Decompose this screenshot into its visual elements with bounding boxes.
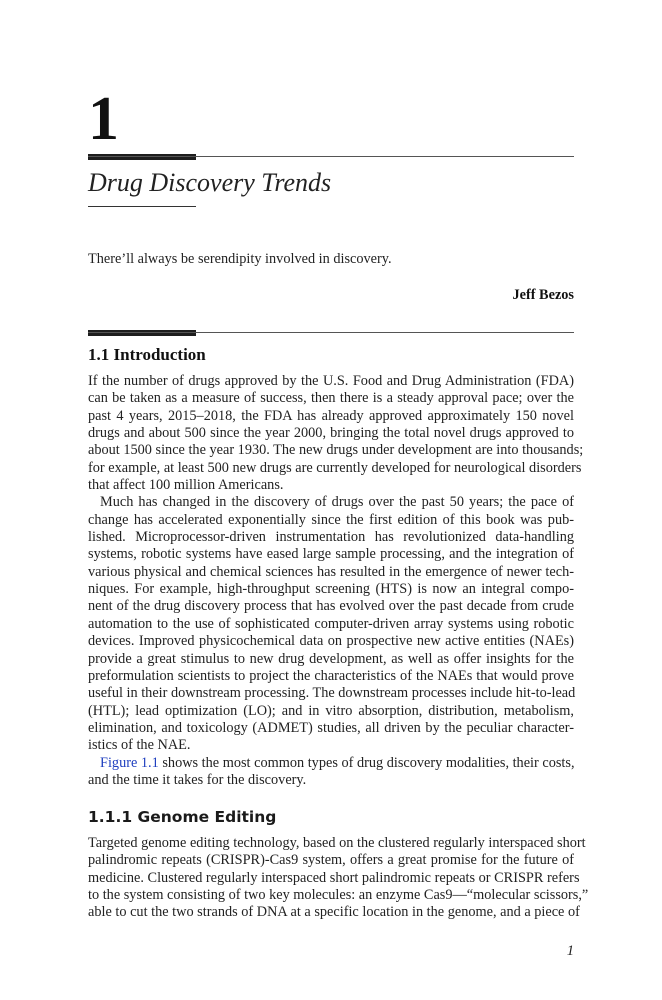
text-line: past 4 years, 2015–2018, the FDA has already approved approximately 150 novel xyxy=(88,407,574,424)
paragraph-1 xyxy=(88,373,584,494)
figure-link[interactable]: Figure 1.1 xyxy=(100,754,159,771)
text-line: systems, robotic systems have eased large sample processing, and the integration of xyxy=(88,546,574,563)
text-line: (HTL); lead optimization (LO); and in vitro absorption, distribution, metabolism, xyxy=(88,702,574,719)
text-line: drugs and about 500 since the year 2000, bringing the total novel drugs approved to xyxy=(88,425,574,442)
text-line: palindromic repeats (CRISPR)-Cas9 system, offers a great promise for the future of xyxy=(88,852,574,869)
text-line: lished. Microprocessor-driven instrumentation has revolutionized data-handling xyxy=(88,529,574,546)
text-line: can be taken as a measure of success, then there is a steady approval pace; over the xyxy=(88,390,574,407)
section-body xyxy=(88,373,584,789)
text-line: nent of the drug discovery process that has evolved over the past decade from crude xyxy=(88,598,574,615)
text-line: If the number of drugs approved by the U.S. Food and Drug Administration (FDA) xyxy=(88,373,574,389)
text-line: provide a great stimulus to new drug development, as well as offer insights for the xyxy=(88,650,574,667)
text-line: that affect 100 million Americans. xyxy=(88,477,284,494)
epigraph-author: Jeff Bezos xyxy=(512,287,574,303)
chapter-title-underline xyxy=(88,206,196,207)
chapter-rule-thin xyxy=(88,156,574,157)
chapter-rule-thick xyxy=(88,154,196,160)
section-rule-thick xyxy=(88,330,196,336)
book-page xyxy=(88,0,589,1000)
text-line: devices. Improved physicochemical data on prospective new active entities (NAEs) xyxy=(88,633,574,650)
text-line: to the system consisting of two key molecules: an enzyme Cas9—“molecular scissors,” xyxy=(88,887,589,904)
text-line: change has accelerated exponentially since the first edition of this book was pub- xyxy=(88,511,574,528)
page-number: 1 xyxy=(566,943,574,959)
section-rule-thin xyxy=(88,332,574,333)
paragraph-3 xyxy=(88,755,574,790)
epigraph-quote: There’ll always be serendipity involved in discovery. xyxy=(88,251,392,267)
text-line: elimination, and toxicology (ADMET) studies, all driven by the peculiar character- xyxy=(88,719,574,736)
text-line: about 1500 since the year 1930. The new drugs under development are into thousands; xyxy=(88,442,584,459)
subsection-body xyxy=(88,835,589,922)
chapter-number: 1 xyxy=(88,85,119,153)
subsection-heading: 1.1.1 Genome Editing xyxy=(88,808,277,826)
paragraph-2 xyxy=(88,494,574,754)
text-line: Much has changed in the discovery of drugs over the past 50 years; the pace of xyxy=(100,494,574,511)
text-line: niques. For example, high-throughput screening (HTS) is now an integral compo- xyxy=(88,581,574,598)
text-line: and the time it takes for the discovery. xyxy=(88,771,307,788)
text-line: medicine. Clustered regularly interspaced short palindromic repeats or CRISPR refers xyxy=(88,869,580,886)
text-line: various physical and chemical sciences has resulted in the emergence of newer tech- xyxy=(88,563,574,580)
section-heading: 1.1 Introduction xyxy=(88,345,206,364)
text-line: preformulation scientists to project the characteristics of the NAEs that would prove xyxy=(88,667,574,684)
text-line xyxy=(88,755,574,772)
text-line: able to cut the two strands of DNA at a specific location in the genome, and a piece of xyxy=(88,904,580,921)
figure-reference-text: shows the most common types of drug discovery modalities, their costs, xyxy=(158,754,575,771)
text-line: automation to the use of sophisticated computer-driven array systems using robotic xyxy=(88,615,574,632)
text-line: istics of the NAE. xyxy=(88,737,191,754)
text-line: for example, at least 500 new drugs are currently developed for neurological disorders xyxy=(88,459,582,476)
text-line: useful in their downstream processing. The downstream processes include hit-to-lead xyxy=(88,685,576,702)
text-line: Targeted genome editing technology, based on the clustered regularly interspaced short xyxy=(88,835,586,851)
chapter-title: Drug Discovery Trends xyxy=(88,168,332,197)
